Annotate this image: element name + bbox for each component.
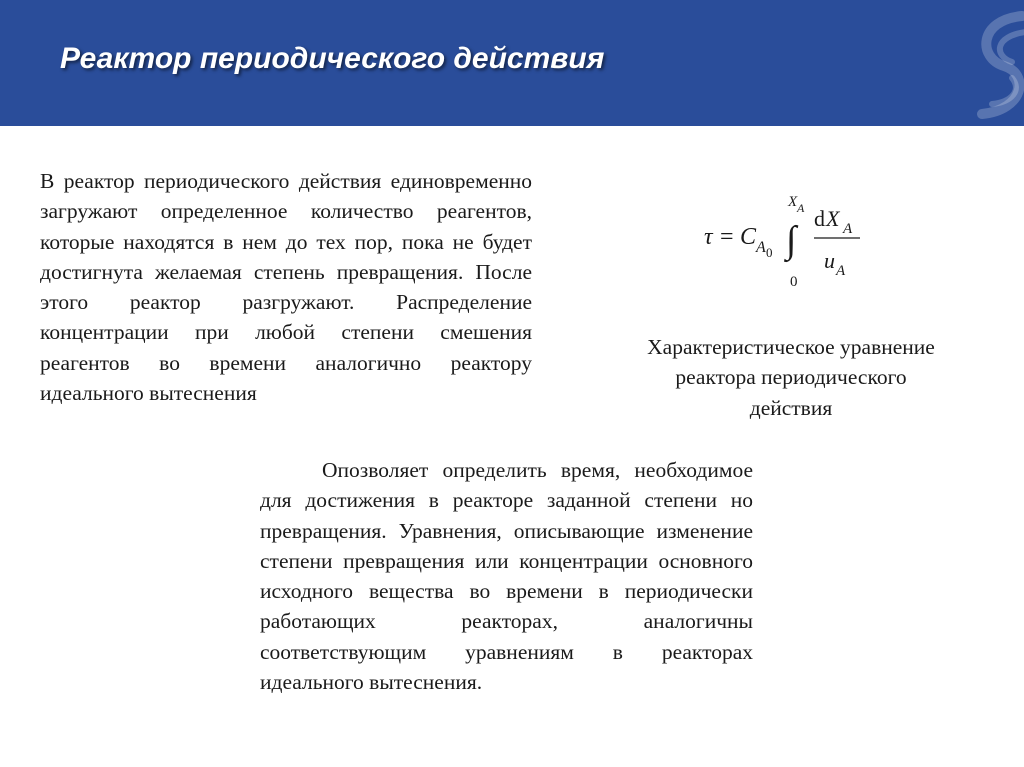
s-swirl-logo-icon xyxy=(960,6,1024,124)
formula-numerator-var: X xyxy=(826,206,840,231)
application-paragraph xyxy=(260,455,753,697)
formula-integral-sign: ∫ xyxy=(786,219,797,261)
formula-equals: = xyxy=(720,224,734,250)
reactor-description-paragraph: В реактор периодического действия единовременно загружают определенное количество реагентов, которые находятся в нем до тех пор, пока не будет достигнута желаемая степень превращения. После этого реактор разгружают. Распределение концентрации при любой степени смешения реагентов во времени аналогично реактору идеального вытеснения xyxy=(40,169,532,406)
characteristic-equation-formula xyxy=(700,186,880,296)
slide-header xyxy=(0,0,1024,126)
formula-coefficient-subsub: 0 xyxy=(766,245,773,260)
formula-coefficient: C xyxy=(740,224,757,250)
formula-lower-limit: 0 xyxy=(790,274,798,290)
formula-coefficient-sub: A xyxy=(756,239,766,256)
formula-denominator: u xyxy=(824,248,835,273)
formula-denominator-sub: A xyxy=(836,263,846,279)
formula-tau: τ xyxy=(704,224,713,250)
formula-numerator-d: d xyxy=(814,206,825,231)
formula-upper-limit-sub: A xyxy=(797,201,805,215)
formula-upper-limit: X xyxy=(788,194,798,210)
equation-caption: Характеристическое уравнение реактора периодического действия xyxy=(647,335,935,420)
slide-title: Реактор периодического действия xyxy=(60,42,605,75)
formula-numerator-sub: A xyxy=(843,221,853,237)
application-paragraph-text: Опозволяет определить время, необходимое для достижения в реакторе заданной степени но превращения. Уравнения, описывающие изменение степени превращения или концентрации основного исходного вещества во времени в периодически работающих реакторах, аналогичны соответствующим уравнениям в реакторах идеального вытеснения. xyxy=(260,458,753,695)
